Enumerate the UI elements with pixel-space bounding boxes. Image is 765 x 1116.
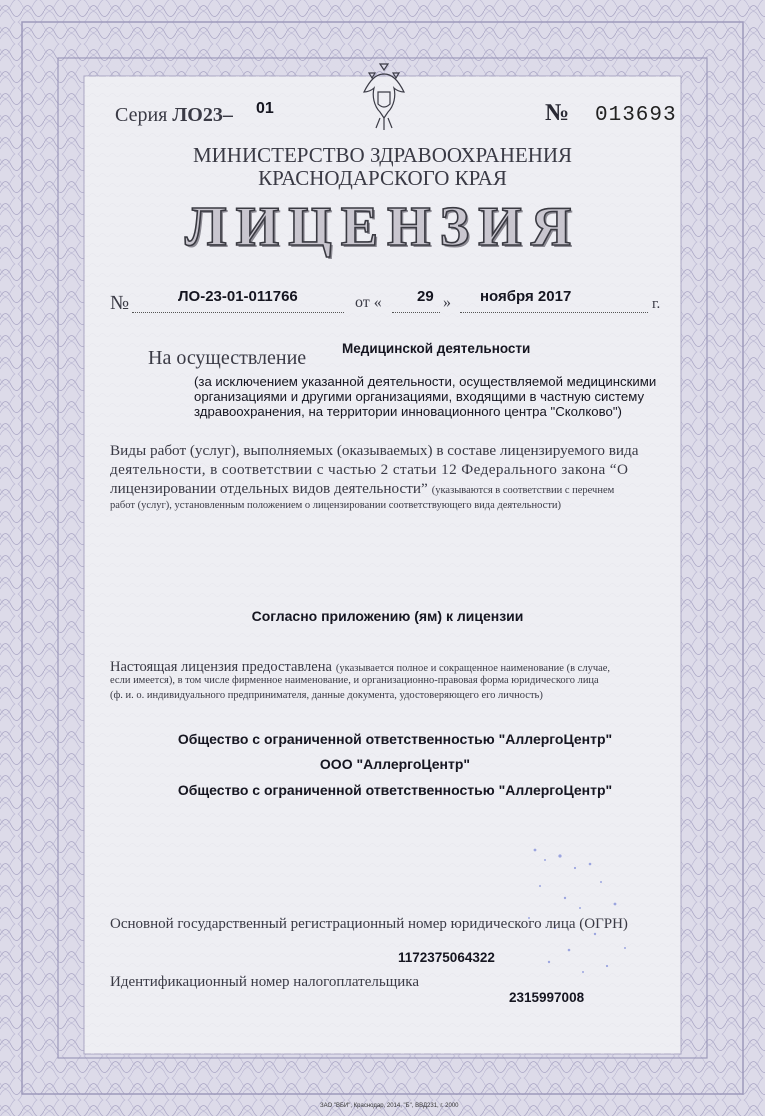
works-line-3-note: (указываются в соответствии с перечнем — [431, 485, 615, 496]
inn-label: Идентификационный номер налогоплательщика — [110, 974, 420, 990]
coat-of-arms-emblem — [358, 62, 410, 134]
authority-line-1: МИНИСТЕРСТВО ЗДРАВООХРАНЕНИЯ — [192, 143, 573, 167]
activity-note-line-2: организациями и другими организациями, входящими в частную систему — [194, 389, 645, 404]
license-number-sign: № — [110, 292, 130, 314]
ogrn-value: 1172375064322 — [398, 950, 495, 965]
grantee-note-3: (ф. и. о. индивидуального предпринимателя, данные документа, удостоверяющего его личность) — [110, 690, 543, 701]
license-day: 29 — [417, 288, 434, 305]
stamp-ink-marks — [505, 838, 645, 988]
grantee-full-name: Общество с ограниченной ответственностью "АллергоЦентр" — [177, 731, 613, 747]
license-number: ЛО-23-01-011766 — [178, 288, 298, 305]
inn-value: 2315997008 — [509, 990, 585, 1005]
activity-note-line-1: (за исключением указанной деятельности, осуществляемой медицинскими — [194, 374, 657, 389]
number-sign: № — [545, 100, 570, 126]
grantee-firm-name: Общество с ограниченной ответственностью "АллергоЦентр" — [177, 782, 613, 798]
activity-value: Медицинской деятельности — [342, 341, 531, 356]
license-year-suffix: г. — [652, 296, 661, 312]
activity-note-line-3: здравоохранения, на территории инновационного центра "Сколково") — [194, 404, 622, 419]
series-label: Серия — [115, 104, 168, 126]
works-line-3: лицензировании отдельных видов деятельности” — [110, 480, 428, 497]
activity-label: На осуществление — [148, 347, 307, 369]
document-title: ЛИЦЕНЗИЯ — [184, 196, 581, 258]
grantee-note-2: если имеется), в том числе фирменное наименование, и организационно-правовая форма юридического лица — [110, 675, 599, 686]
series-code: ЛО23– — [172, 104, 233, 126]
grantee-short-name: ООО "АллергоЦентр" — [319, 756, 471, 772]
printer-imprint: ЗАО "ВБИ", Краснодар, 2014, "Б", ВВД231, г. 2000 — [320, 1103, 459, 1109]
works-line-2: деятельности, в соответствии с частью 2 статьи 12 Федерального закона “О — [110, 461, 629, 478]
license-month-year: ноября 2017 — [480, 288, 572, 305]
series-number: 01 — [256, 100, 274, 117]
works-line-1: Виды работ (услуг), выполняемых (оказываемых) в составе лицензируемого вида — [110, 442, 639, 459]
grantee-label: Настоящая лицензия предоставлена — [110, 659, 332, 675]
grantee-note-1: (указывается полное и сокращенное наименование (в случае, — [335, 663, 611, 674]
works-line-4-note: работ (услуг), установленным положением о лицензировании соответствующего вида деятельности) — [110, 500, 562, 511]
works-value: Согласно приложению (ям) к лицензии — [251, 608, 524, 624]
license-from-label: от « — [355, 294, 382, 311]
authority-line-2: КРАСНОДАРСКОГО КРАЯ — [258, 166, 507, 190]
form-number: 013693 — [595, 104, 677, 127]
ogrn-label: Основной государственный регистрационный номер юридического лица (ОГРН) — [110, 916, 628, 932]
license-day-close: » — [443, 294, 451, 311]
